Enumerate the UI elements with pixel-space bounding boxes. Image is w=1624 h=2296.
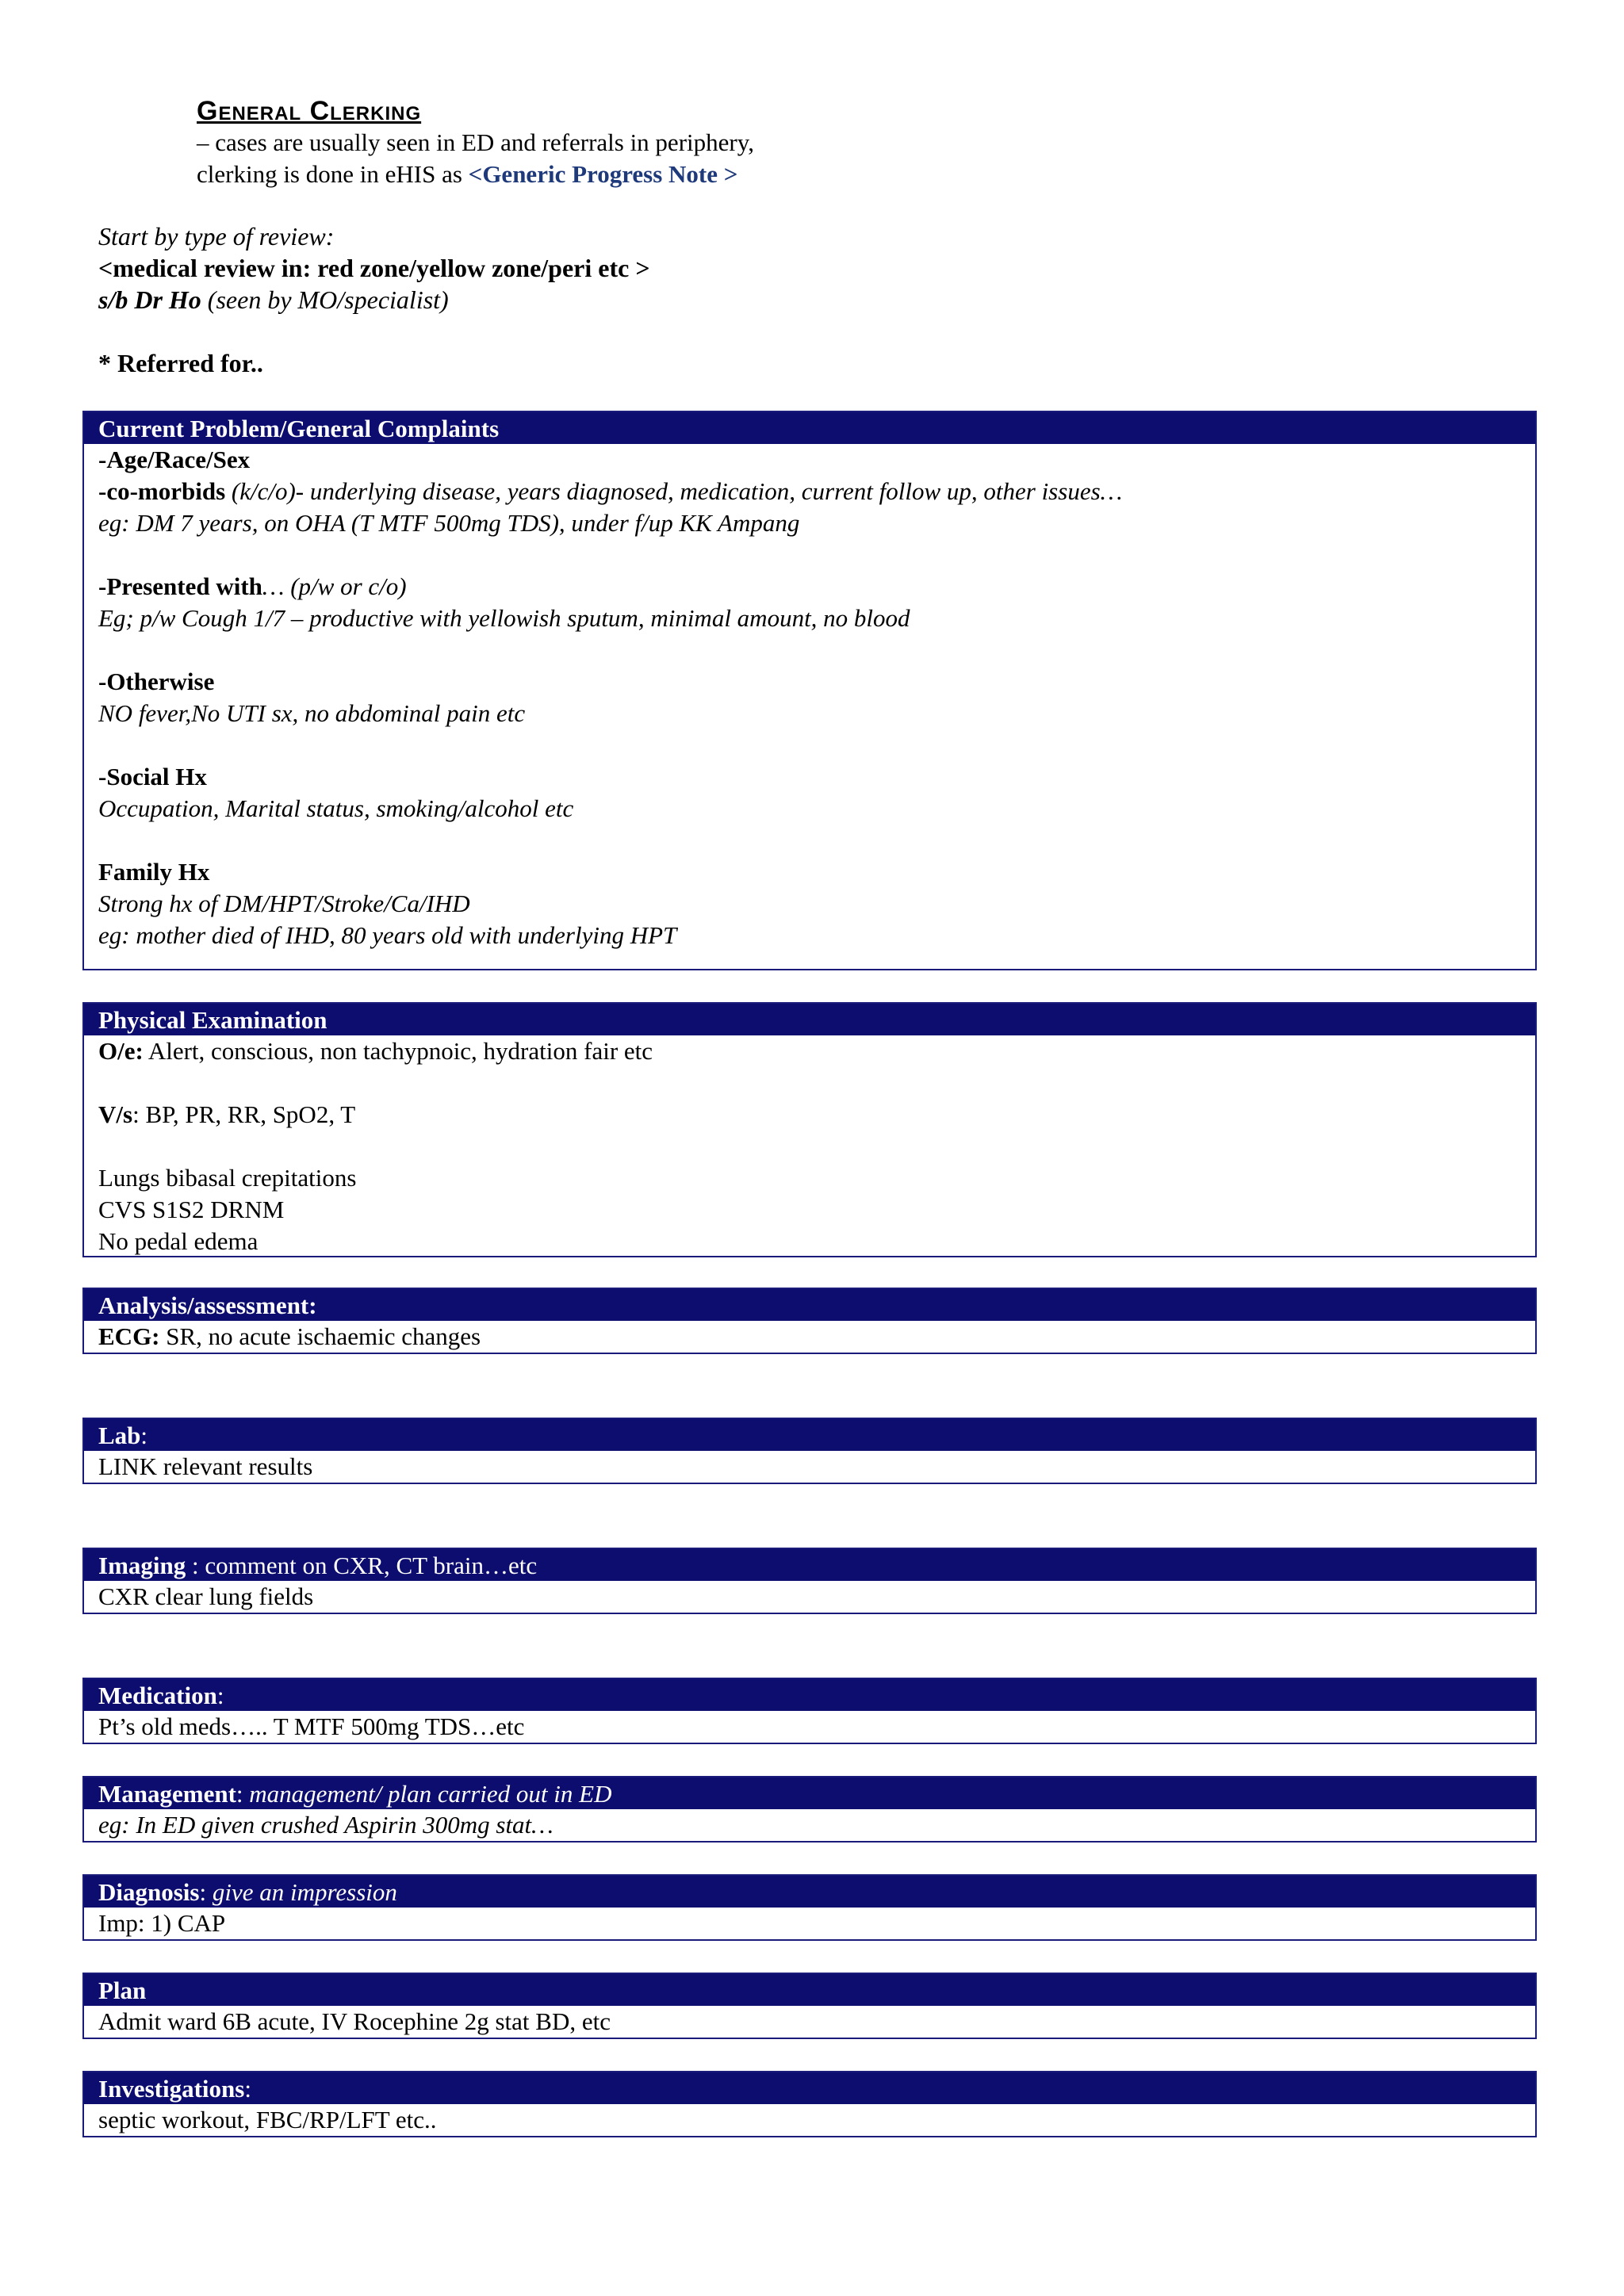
ecg-label: ECG: <box>98 1322 160 1350</box>
comorbid-label: -co-morbids <box>98 477 226 505</box>
presented-text: … (p/w or c/o) <box>262 572 407 600</box>
seen-by-line <box>98 284 650 316</box>
header-line-2 <box>197 159 754 190</box>
section-body <box>84 2104 1535 2136</box>
section-body <box>84 444 1535 951</box>
header-line-2-prefix: clerking is done in eHIS as <box>197 160 469 188</box>
section-header <box>84 1876 1535 1908</box>
lungs-finding: Lungs bibasal crepitations <box>98 1164 357 1192</box>
section-current-problem <box>82 411 1537 970</box>
presented-line <box>98 571 1521 603</box>
imaging-text: CXR clear lung fields <box>98 1582 314 1610</box>
generic-progress-note-ref: <Generic Progress Note > <box>468 160 738 188</box>
section-title: Diagnosis <box>98 1878 200 1906</box>
oe-line <box>98 1035 1521 1067</box>
vs-text: : BP, PR, RR, SpO2, T <box>132 1100 356 1128</box>
section-title-note: management/ plan carried out in ED <box>249 1780 612 1808</box>
section-title: Lab <box>98 1422 141 1449</box>
family-hx-text: Strong hx of DM/HPT/Stroke/Ca/IHD <box>98 890 470 917</box>
section-title: Management <box>98 1780 236 1808</box>
section-title-suffix: : <box>140 1422 148 1449</box>
oe-label: O/e: <box>98 1037 144 1065</box>
oe-text: Alert, conscious, non tachypnoic, hydration fair etc <box>143 1037 653 1065</box>
social-hx-text: Occupation, Marital status, smoking/alcohol etc <box>98 794 574 822</box>
seen-by-doctor: s/b Dr Ho <box>98 285 201 314</box>
diagnosis-text: Imp: 1) CAP <box>98 1909 226 1937</box>
family-hx-label: Family Hx <box>98 858 210 886</box>
section-title-suffix: : <box>216 1682 224 1709</box>
section-title-colon: : <box>236 1780 250 1808</box>
edema-finding: No pedal edema <box>98 1227 259 1255</box>
section-header <box>84 1549 1535 1581</box>
presented-example: Eg; p/w Cough 1/7 – productive with yellowish sputum, minimal amount, no blood <box>98 604 910 632</box>
section-title: Plan <box>98 1976 147 2004</box>
section-body <box>84 1451 1535 1483</box>
otherwise-text: NO fever,No UTI sx, no abdominal pain etc <box>98 699 526 727</box>
review-type-example: <medical review in: red zone/yellow zone/peri etc > <box>98 254 650 282</box>
comorbid-example: eg: DM 7 years, on OHA (T MTF 500mg TDS), under f/up KK Ampang <box>98 509 800 537</box>
section-body <box>84 2006 1535 2038</box>
plan-text: Admit ward 6B acute, IV Rocephine 2g stat BD, etc <box>98 2007 611 2035</box>
family-hx-example: eg: mother died of IHD, 80 years old with underlying HPT <box>98 921 677 949</box>
medication-text: Pt’s old meds….. T MTF 500mg TDS…etc <box>98 1712 525 1740</box>
section-analysis <box>82 1288 1537 1354</box>
vs-label: V/s <box>98 1100 133 1128</box>
section-imaging <box>82 1548 1537 1614</box>
presented-label: -Presented with <box>98 572 262 600</box>
otherwise-label: -Otherwise <box>98 668 215 695</box>
vs-line <box>98 1099 1521 1131</box>
social-hx-label: -Social Hx <box>98 763 207 790</box>
section-title: Physical Examination <box>98 1006 327 1034</box>
lab-text: LINK relevant results <box>98 1452 313 1480</box>
section-management <box>82 1776 1537 1843</box>
section-header <box>84 1004 1535 1035</box>
section-plan <box>82 1973 1537 2039</box>
section-header <box>84 412 1535 444</box>
section-title: Analysis/assessment: <box>98 1292 317 1319</box>
section-header <box>84 1974 1535 2006</box>
intro-block <box>98 220 650 379</box>
ecg-line <box>98 1321 1521 1353</box>
section-body <box>84 1321 1535 1353</box>
section-title-suffix: : <box>244 2075 251 2103</box>
section-body <box>84 1711 1535 1743</box>
section-header <box>84 1777 1535 1809</box>
section-header <box>84 1289 1535 1321</box>
section-header <box>84 1679 1535 1711</box>
section-title: Investigations <box>98 2075 245 2103</box>
management-text: eg: In ED given crushed Aspirin 300mg stat… <box>98 1811 553 1839</box>
section-title-suffix: : comment on CXR, CT brain…etc <box>186 1552 538 1579</box>
section-medication <box>82 1678 1537 1744</box>
ecg-text: SR, no acute ischaemic changes <box>159 1322 481 1350</box>
section-title: Imaging <box>98 1552 186 1579</box>
section-title: Current Problem/General Complaints <box>98 415 500 442</box>
cvs-finding: CVS S1S2 DRNM <box>98 1196 285 1223</box>
comorbid-line <box>98 476 1521 507</box>
section-lab <box>82 1418 1537 1484</box>
document-title: General Clerking <box>197 96 422 126</box>
investigations-text: septic workout, FBC/RP/LFT etc.. <box>98 2106 437 2133</box>
section-body <box>84 1581 1535 1613</box>
header-line-1: – cases are usually seen in ED and referrals in periphery, <box>197 128 754 156</box>
age-race-sex: -Age/Race/Sex <box>98 446 251 473</box>
review-type-label: Start by type of review: <box>98 222 335 251</box>
section-body <box>84 1035 1535 1257</box>
seen-by-note: (seen by MO/specialist) <box>201 285 449 314</box>
section-header <box>84 2072 1535 2104</box>
section-title: Medication <box>98 1682 217 1709</box>
section-title-colon: : <box>199 1878 213 1906</box>
section-title-note: give an impression <box>212 1878 397 1906</box>
comorbid-text: (k/c/o)- underlying disease, years diagnosed, medication, current follow up, other issues… <box>225 477 1123 505</box>
section-physical-exam <box>82 1002 1537 1257</box>
section-body <box>84 1908 1535 1939</box>
section-body <box>84 1809 1535 1841</box>
referred-for: * Referred for.. <box>98 349 263 377</box>
section-investigations <box>82 2071 1537 2137</box>
document-header <box>197 95 754 190</box>
section-header <box>84 1419 1535 1451</box>
section-diagnosis <box>82 1874 1537 1941</box>
